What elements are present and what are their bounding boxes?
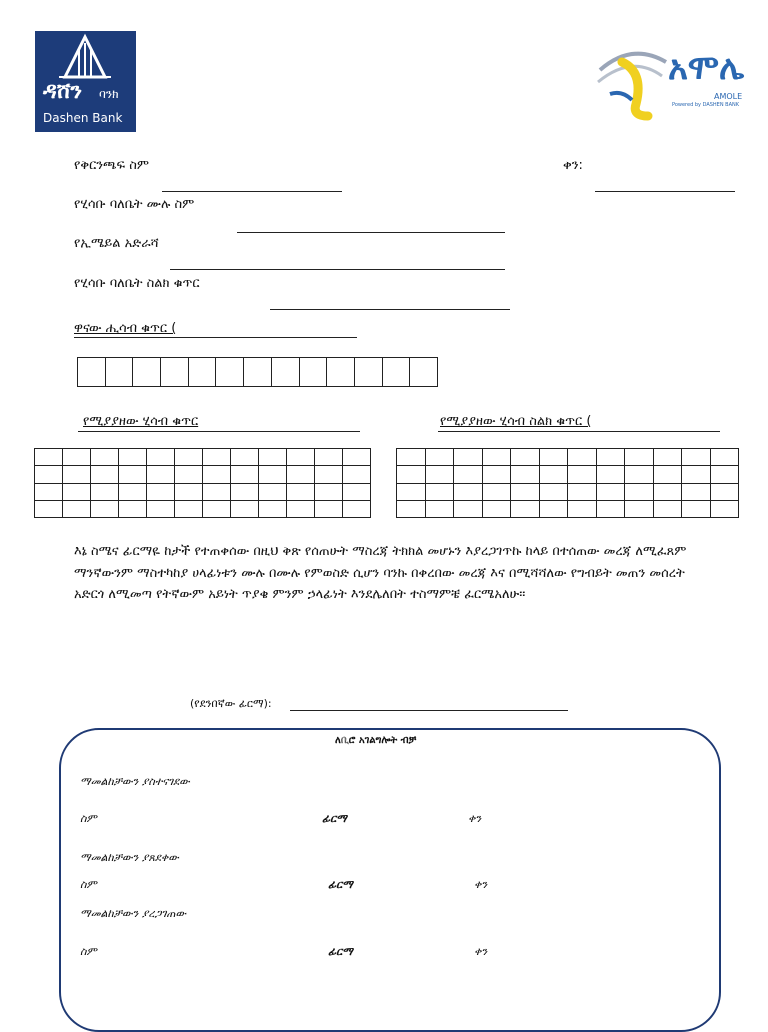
grid-cell[interactable]: [653, 483, 682, 500]
date-field[interactable]: [595, 191, 735, 192]
grid-cell[interactable]: [35, 466, 63, 483]
office-use-title: ለቢሮ አገልግሎት ብቻ: [335, 735, 417, 746]
grid-cell[interactable]: [259, 500, 287, 517]
bank-emblem-icon: [35, 31, 136, 79]
grid-cell[interactable]: [397, 466, 426, 483]
grid-cell[interactable]: [203, 466, 231, 483]
grid-cell[interactable]: [425, 500, 454, 517]
linked-account-number-underline: [78, 431, 360, 432]
main-account-number-label: ዋናው ሒሳብ ቁጥር (: [74, 321, 177, 336]
grid-cell[interactable]: [539, 500, 568, 517]
grid-cell[interactable]: [203, 483, 231, 500]
grid-cell[interactable]: [343, 449, 371, 466]
customer-signature-label: (የደንበኛው ፊርማ):: [190, 697, 272, 710]
grid-cell[interactable]: [653, 466, 682, 483]
grid-cell[interactable]: [91, 500, 119, 517]
grid-cell[interactable]: [397, 449, 426, 466]
verified-by-date-label: ቀን: [474, 945, 488, 958]
grid-cell[interactable]: [231, 500, 259, 517]
grid-cell[interactable]: [710, 483, 739, 500]
grid-cell[interactable]: [568, 449, 597, 466]
digit-box[interactable]: [271, 358, 299, 387]
grid-cell[interactable]: [568, 483, 597, 500]
amole-swirl-icon: [592, 42, 672, 122]
grid-cell[interactable]: [539, 466, 568, 483]
date-label: ቀን:: [563, 158, 583, 173]
grid-cell[interactable]: [63, 449, 91, 466]
grid-cell[interactable]: [259, 483, 287, 500]
digit-box[interactable]: [133, 358, 161, 387]
amole-logo-amharic: አሞሌ: [668, 48, 745, 88]
grid-cell[interactable]: [119, 500, 147, 517]
office-use-box: [59, 728, 721, 1032]
grid-cell[interactable]: [315, 483, 343, 500]
grid-cell[interactable]: [482, 500, 511, 517]
grid-cell[interactable]: [147, 500, 175, 517]
main-account-number-boxes[interactable]: [77, 357, 438, 387]
bank-word-amharic: ባንክ: [99, 87, 119, 101]
grid-cell[interactable]: [539, 449, 568, 466]
digit-box[interactable]: [216, 358, 244, 387]
grid-cell[interactable]: [63, 483, 91, 500]
grid-cell[interactable]: [482, 449, 511, 466]
handled-by-name-label: ስም: [80, 812, 97, 825]
account-holder-phone-field[interactable]: [270, 309, 510, 310]
grid-cell[interactable]: [259, 449, 287, 466]
bank-name-amharic: ዳሸን: [43, 79, 82, 104]
account-holder-name-label: የሂሳቡ ባለቤት ሙሉ ስም: [74, 197, 195, 212]
linked-account-number-label: የሚያያዘው ሂሳብ ቁጥር: [83, 414, 199, 429]
approved-by-signature-label: ፊርማ: [328, 878, 353, 891]
grid-cell[interactable]: [568, 466, 597, 483]
grid-cell[interactable]: [511, 483, 540, 500]
grid-cell[interactable]: [682, 466, 711, 483]
dashen-bank-logo: [35, 31, 136, 132]
customer-signature-field[interactable]: [290, 710, 568, 711]
verified-by-signature-label: ፊርማ: [328, 945, 353, 958]
grid-cell[interactable]: [343, 466, 371, 483]
grid-cell[interactable]: [35, 483, 63, 500]
grid-cell[interactable]: [653, 500, 682, 517]
grid-cell[interactable]: [397, 500, 426, 517]
grid-cell[interactable]: [425, 483, 454, 500]
grid-cell[interactable]: [259, 466, 287, 483]
grid-cell[interactable]: [175, 449, 203, 466]
grid-cell[interactable]: [596, 500, 625, 517]
digit-box[interactable]: [354, 358, 382, 387]
digit-box[interactable]: [188, 358, 216, 387]
grid-cell[interactable]: [91, 483, 119, 500]
grid-cell[interactable]: [625, 449, 654, 466]
branch-name-field[interactable]: [162, 191, 342, 192]
grid-cell[interactable]: [653, 449, 682, 466]
grid-cell[interactable]: [596, 449, 625, 466]
grid-cell[interactable]: [511, 449, 540, 466]
email-label: የኢሜይል አድራሻ: [74, 236, 159, 251]
grid-cell[interactable]: [482, 483, 511, 500]
grid-cell[interactable]: [287, 449, 315, 466]
grid-cell[interactable]: [343, 483, 371, 500]
grid-cell[interactable]: [315, 500, 343, 517]
grid-cell[interactable]: [682, 449, 711, 466]
digit-box[interactable]: [410, 358, 438, 387]
grid-cell[interactable]: [454, 500, 483, 517]
grid-cell[interactable]: [454, 483, 483, 500]
grid-cell[interactable]: [231, 483, 259, 500]
grid-cell[interactable]: [425, 466, 454, 483]
grid-cell[interactable]: [625, 483, 654, 500]
amole-logo-english: AMOLE: [714, 92, 743, 101]
digit-box[interactable]: [161, 358, 189, 387]
grid-cell[interactable]: [287, 483, 315, 500]
approved-by-date-label: ቀን: [474, 878, 488, 891]
linked-account-phone-grid[interactable]: [396, 448, 739, 518]
grid-cell[interactable]: [625, 500, 654, 517]
digit-box[interactable]: [105, 358, 133, 387]
grid-cell[interactable]: [397, 483, 426, 500]
bank-name-english: Dashen Bank: [43, 111, 123, 125]
grid-cell[interactable]: [625, 466, 654, 483]
verified-by-name-label: ስም: [80, 945, 97, 958]
digit-box[interactable]: [299, 358, 327, 387]
email-field[interactable]: [170, 269, 505, 270]
grid-cell[interactable]: [35, 449, 63, 466]
grid-cell[interactable]: [175, 483, 203, 500]
grid-cell[interactable]: [147, 483, 175, 500]
grid-cell[interactable]: [175, 500, 203, 517]
digit-box[interactable]: [327, 358, 355, 387]
amole-powered-by: Powered by DASHEN BANK: [672, 102, 740, 108]
grid-cell[interactable]: [119, 483, 147, 500]
grid-cell[interactable]: [119, 466, 147, 483]
linked-account-number-grid[interactable]: [34, 448, 371, 518]
grid-cell[interactable]: [710, 449, 739, 466]
grid-cell[interactable]: [231, 449, 259, 466]
linked-account-phone-underline: [438, 431, 720, 432]
grid-cell[interactable]: [568, 500, 597, 517]
verified-by-label: ማመልከቻውን ያረጋገጠው: [80, 907, 187, 920]
grid-cell[interactable]: [315, 466, 343, 483]
grid-cell[interactable]: [596, 483, 625, 500]
grid-cell[interactable]: [91, 449, 119, 466]
grid-cell[interactable]: [203, 449, 231, 466]
account-holder-phone-label: የሂሳቡ ባለቤት ስልክ ቁጥር: [74, 276, 200, 291]
approved-by-label: ማመልከቻውን ያጸደቀው: [80, 851, 179, 864]
main-account-number-underline: [74, 337, 357, 338]
grid-cell[interactable]: [63, 466, 91, 483]
grid-cell[interactable]: [454, 449, 483, 466]
approved-by-name-label: ስም: [80, 878, 97, 891]
grid-cell[interactable]: [454, 466, 483, 483]
grid-cell[interactable]: [596, 466, 625, 483]
digit-box[interactable]: [78, 358, 106, 387]
grid-cell[interactable]: [63, 500, 91, 517]
grid-cell[interactable]: [682, 500, 711, 517]
grid-cell[interactable]: [482, 466, 511, 483]
grid-cell[interactable]: [91, 466, 119, 483]
grid-cell[interactable]: [203, 500, 231, 517]
grid-cell[interactable]: [287, 466, 315, 483]
grid-cell[interactable]: [119, 449, 147, 466]
grid-cell[interactable]: [710, 466, 739, 483]
grid-cell[interactable]: [147, 466, 175, 483]
grid-cell[interactable]: [682, 483, 711, 500]
digit-box[interactable]: [244, 358, 272, 387]
digit-box[interactable]: [382, 358, 410, 387]
grid-cell[interactable]: [343, 500, 371, 517]
grid-cell[interactable]: [231, 466, 259, 483]
branch-name-label: የቅርንጫፍ ስም: [74, 158, 149, 173]
grid-cell[interactable]: [287, 500, 315, 517]
handled-by-date-label: ቀን: [468, 812, 482, 825]
handled-by-signature-label: ፊርማ: [322, 812, 347, 825]
handled-by-label: ማመልከቻውን ያስተናገደው: [80, 775, 190, 788]
grid-cell[interactable]: [147, 449, 175, 466]
grid-cell[interactable]: [511, 500, 540, 517]
grid-cell[interactable]: [710, 500, 739, 517]
account-holder-name-field[interactable]: [237, 232, 505, 233]
grid-cell[interactable]: [175, 466, 203, 483]
grid-cell[interactable]: [425, 449, 454, 466]
linked-account-phone-label: የሚያያዘው ሂሳብ ስልክ ቁጥር (: [440, 414, 592, 429]
grid-cell[interactable]: [539, 483, 568, 500]
declaration-text: እኔ ስሜና ፊርማዬ ከታች የተጠቀሰው በዚህ ቅጽ የሰጠሁት ማስረጃ ትክክል መሆኑን እያረጋገጥኩ ከላይ በተሰጠው መረጃ ለሚፈጸም ማንኛውንም ማስተካከያ ሀላፊነቱን ሙሉ በሙሉ የምወስድ ሲሆን ባንኩ በቀረበው መረጃ እና በሚሻሻለው የግብይት መጠን መሰረት አድርጎ ለሚመጣ የትኛውም አይነት ጥያቄ ምንም ኃላፊነት እንደሌለበት ተስማምቼ ፈርሜአለሁ፡፡: [74, 544, 687, 602]
grid-cell[interactable]: [511, 466, 540, 483]
grid-cell[interactable]: [35, 500, 63, 517]
grid-cell[interactable]: [315, 449, 343, 466]
